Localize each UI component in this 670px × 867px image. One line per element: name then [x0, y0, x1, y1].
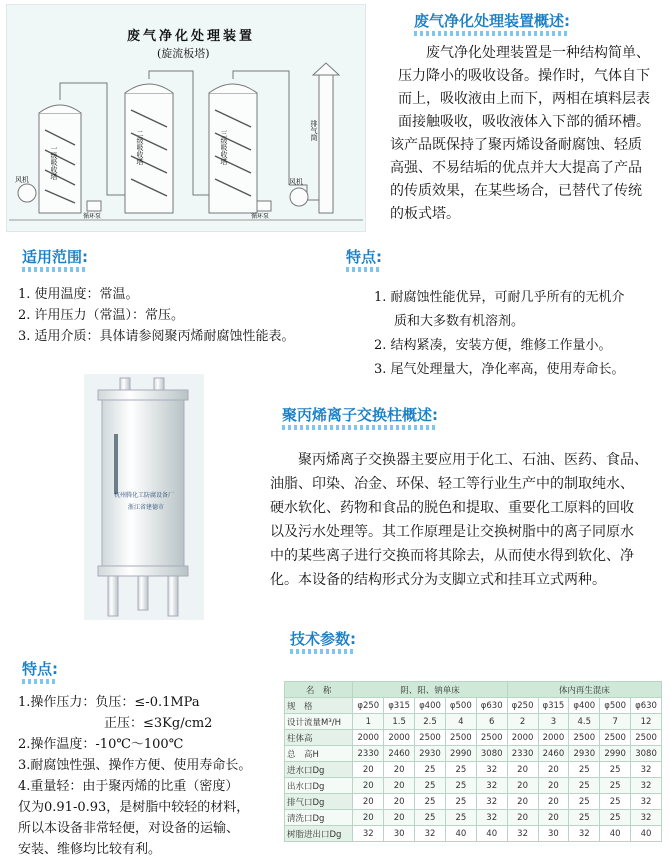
- table-cell: 25: [415, 762, 446, 778]
- section1-paragraph: [390, 42, 660, 226]
- features2-line: 1.操作压力：负压：≤-0.1MPa: [18, 695, 200, 710]
- table-cell: 32: [476, 794, 507, 810]
- table-cell: 2330: [353, 746, 384, 762]
- features2-line: 正压：≤3Kg/cm2: [104, 716, 213, 731]
- table-cell: 25: [600, 778, 631, 794]
- table-cell: 20: [384, 794, 415, 810]
- scope-item: 1. 使用温度：常温。: [18, 287, 139, 302]
- section2-paragraph: [270, 448, 666, 592]
- table-cell: 20: [507, 778, 538, 794]
- table-row-label: 柱体高: [285, 730, 353, 746]
- table-cell: 20: [353, 794, 384, 810]
- table-header-row: [285, 682, 662, 698]
- table-cell: φ315: [384, 698, 415, 714]
- table-cell: 32: [476, 762, 507, 778]
- table-cell: φ500: [600, 698, 631, 714]
- section1-line: 该产品既保持了聚丙烯设备耐腐蚀、轻质: [390, 137, 642, 153]
- features2-line: 所以本设备非常轻便，对设备的运输、: [18, 821, 240, 836]
- table-cell: 32: [631, 794, 662, 810]
- table-cell: 25: [600, 810, 631, 826]
- table-cell: 2500: [631, 730, 662, 746]
- features1-list: [374, 286, 625, 382]
- table-cell: 1: [353, 714, 384, 730]
- table-cell: φ500: [445, 698, 476, 714]
- table-row: [285, 714, 662, 730]
- table-cell: 25: [569, 794, 600, 810]
- section2-line: 油脂、印染、冶金、环保、轻工等行业生产中的制取纯水、: [270, 476, 634, 492]
- table-cell: 2460: [538, 746, 569, 762]
- scope-item: 3. 适用介质：具体请参阅聚丙烯耐腐蚀性能表。: [18, 329, 295, 344]
- scope-title: 适用范围:: [22, 248, 88, 266]
- table-cell: 2000: [507, 730, 538, 746]
- table-cell: 32: [476, 810, 507, 826]
- label-tower-1: 一级吸收塔: [50, 145, 58, 180]
- table-cell: 25: [600, 762, 631, 778]
- table-cell: 2460: [384, 746, 415, 762]
- section1-line: 压力降小的吸收设备。操作时，气体自下: [398, 68, 650, 84]
- features2-line: 2.操作温度：-10℃～100℃: [18, 737, 184, 752]
- features1-line: 质和大多数有机溶剂。: [394, 314, 525, 329]
- scope-list: [18, 284, 295, 347]
- table-cell: 30: [384, 826, 415, 842]
- table-cell: 2500: [600, 730, 631, 746]
- features1-line: 2. 结构紧凑，安装方便，维修工作量小。: [374, 338, 612, 353]
- label-tower-2: 二级吸收塔: [136, 130, 144, 165]
- table-cell: 2990: [600, 746, 631, 762]
- table-row-label: 设计流量M³/H: [285, 714, 353, 730]
- table-cell: 3080: [631, 746, 662, 762]
- table-cell: 25: [569, 810, 600, 826]
- table-row-label: 排气口Dg: [285, 794, 353, 810]
- features1-line: 3. 尾气处理量大，净化率高，使用寿命长。: [374, 362, 625, 377]
- table-cell: 2330: [507, 746, 538, 762]
- section1-line: 高强、不易结垢的优点并大大提高了产品: [390, 160, 642, 176]
- table-cell: 32: [631, 810, 662, 826]
- section1-line: 的板式塔。: [390, 206, 460, 222]
- section2-line: 中的某些离子进行交换而将其除去，从而使水得到软化、净: [270, 548, 634, 564]
- table-cell: 12: [631, 714, 662, 730]
- diagram-title: 废气净化处理装置: [127, 29, 256, 44]
- table-cell: 40: [445, 826, 476, 842]
- features2-line: 3.耐腐蚀性强、操作方便、使用寿命长。: [18, 758, 252, 773]
- label-tower-3: 三级吸收塔: [220, 130, 228, 165]
- table-cell: 3: [538, 714, 569, 730]
- table-cell: 20: [353, 810, 384, 826]
- table-cell: 20: [507, 762, 538, 778]
- table-cell: 20: [384, 762, 415, 778]
- table-cell: 25: [445, 778, 476, 794]
- table-cell: φ400: [415, 698, 446, 714]
- table-cell: 20: [538, 794, 569, 810]
- table-cell: 20: [538, 778, 569, 794]
- table-cell: 40: [631, 826, 662, 842]
- label-exhaust: 排气筒: [310, 120, 318, 141]
- table-cell: 2930: [415, 746, 446, 762]
- features1-title: 特点:: [346, 248, 382, 266]
- section2-line: 以及污水处理等。其工作原理是让交换树脂中的离子同原水: [270, 524, 634, 540]
- ion-exchange-column-photo: [84, 374, 204, 620]
- features2-title: 特点:: [22, 660, 58, 678]
- label-fan-right: 风机: [289, 178, 303, 186]
- scrubber-diagram: [6, 4, 366, 232]
- table-cell: 4.5: [569, 714, 600, 730]
- table-row-label: 树脂进出口Dg: [285, 826, 353, 842]
- table-row: [285, 730, 662, 746]
- table-row: [285, 698, 662, 714]
- table-cell: 2.5: [415, 714, 446, 730]
- table-cell: 25: [445, 762, 476, 778]
- table-cell: 32: [507, 826, 538, 842]
- table-row-label: 规 格: [285, 698, 353, 714]
- table-cell: 2500: [476, 730, 507, 746]
- table-cell: 1.5: [384, 714, 415, 730]
- table-cell: 20: [538, 762, 569, 778]
- table-cell: 20: [353, 778, 384, 794]
- table-cell: 20: [384, 778, 415, 794]
- nameplate-line-2: 浙江省建德市: [128, 504, 165, 511]
- table-cell: φ630: [476, 698, 507, 714]
- table-header-cell: 名 称: [285, 682, 353, 698]
- section1-line: 而上，吸收液由上而下，两相在填料层表: [398, 91, 650, 107]
- table-cell: 7: [600, 714, 631, 730]
- table-cell: 4: [445, 714, 476, 730]
- table-cell: 32: [631, 778, 662, 794]
- section1-line: 废气净化处理装置是一种结构简单、: [426, 45, 650, 61]
- table-cell: φ250: [507, 698, 538, 714]
- table-cell: 2000: [538, 730, 569, 746]
- table-cell: 25: [445, 794, 476, 810]
- features2-line: 仅为0.91-0.93，是树脂中较轻的材料，: [18, 800, 250, 815]
- table-cell: 20: [507, 810, 538, 826]
- table-cell: 25: [415, 794, 446, 810]
- table-cell: φ315: [538, 698, 569, 714]
- table-cell: 2: [507, 714, 538, 730]
- table-header-cell: 阴、阳、钠单床: [353, 682, 507, 698]
- section2-title: 聚丙烯离子交换柱概述:: [282, 406, 438, 424]
- table-cell: φ250: [353, 698, 384, 714]
- table-row: [285, 810, 662, 826]
- table-cell: 40: [600, 826, 631, 842]
- table-row: [285, 826, 662, 842]
- label-fan-left: 风机: [15, 176, 29, 184]
- table-cell: 2000: [353, 730, 384, 746]
- table-row-label: 出水口Dg: [285, 778, 353, 794]
- scope-item: 2. 许用压力（常温）：常压。: [18, 308, 185, 323]
- table-row-label: 进水口Dg: [285, 762, 353, 778]
- table-row-label: 总 高H: [285, 746, 353, 762]
- table-cell: φ400: [569, 698, 600, 714]
- table-cell: 32: [476, 778, 507, 794]
- table-cell: 2930: [569, 746, 600, 762]
- features2-list: [18, 692, 251, 860]
- table-row: [285, 762, 662, 778]
- spec-table: [284, 681, 662, 842]
- table-row-label: 清洗口Dg: [285, 810, 353, 826]
- table-cell: 32: [631, 762, 662, 778]
- nameplate-line-1: 杭州腾化工防腐设备厂: [114, 492, 175, 499]
- table-cell: 25: [415, 778, 446, 794]
- table-body: [285, 698, 662, 842]
- table-row: [285, 794, 662, 810]
- table-cell: 32: [415, 826, 446, 842]
- table-cell: 2000: [384, 730, 415, 746]
- table-cell: 30: [538, 826, 569, 842]
- table-cell: 20: [538, 810, 569, 826]
- label-pump-2: 循环泵: [251, 213, 270, 220]
- table-row: [285, 746, 662, 762]
- table-cell: 6: [476, 714, 507, 730]
- table-row: [285, 778, 662, 794]
- table-cell: φ630: [631, 698, 662, 714]
- section2-line: 聚丙烯离子交换器主要应用于化工、石油、医药、食品、: [298, 452, 648, 468]
- section1-title: 废气净化处理装置概述:: [414, 12, 570, 30]
- section1-line: 的传质效果，在某些场合，已替代了传统: [390, 183, 642, 199]
- table-cell: 25: [569, 778, 600, 794]
- table-cell: 2500: [569, 730, 600, 746]
- table-header-cell: 体内再生混床: [507, 682, 661, 698]
- features2-line: 4.重量轻：由于聚丙烯的比重（密度）: [18, 779, 239, 794]
- features2-line: 安装、维修均比较有利。: [18, 842, 162, 857]
- section1-line: 面接触吸收，吸收液体入下部的循环槽。: [398, 114, 650, 130]
- table-cell: 3080: [476, 746, 507, 762]
- tech-title: 技术参数:: [290, 630, 356, 648]
- label-pump-1: 循环泵: [83, 213, 102, 220]
- table-cell: 2500: [415, 730, 446, 746]
- section2-line: 化。本设备的结构形式分为支脚立式和挂耳立式两种。: [270, 572, 606, 588]
- section2-line: 硬水软化、药物和食品的脱色和提取、重要化工原料的回收: [270, 500, 634, 516]
- table-cell: 20: [384, 810, 415, 826]
- table-cell: 25: [569, 762, 600, 778]
- features1-line: 1. 耐腐蚀性能优异，可耐几乎所有的无机介: [374, 290, 625, 305]
- table-cell: 25: [600, 794, 631, 810]
- table-cell: 25: [445, 810, 476, 826]
- table-cell: 25: [415, 810, 446, 826]
- diagram-subtitle: (旋流板塔): [157, 47, 210, 60]
- table-cell: 20: [353, 762, 384, 778]
- table-cell: 2500: [445, 730, 476, 746]
- table-cell: 32: [353, 826, 384, 842]
- table-cell: 2990: [445, 746, 476, 762]
- table-cell: 32: [569, 826, 600, 842]
- table-cell: 40: [476, 826, 507, 842]
- table-cell: 20: [507, 794, 538, 810]
